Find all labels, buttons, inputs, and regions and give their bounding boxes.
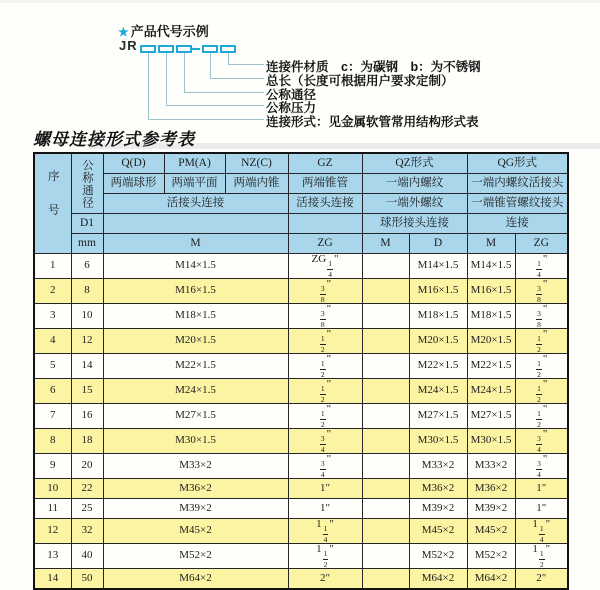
cell-dn: 50: [71, 569, 103, 590]
cell-gz: ZG $\frac{1}{4}$ ": [288, 254, 362, 279]
cell-qg-m: M64×2: [467, 569, 515, 590]
cell-qg-m: M16×1.5: [467, 279, 515, 304]
cell-m: M36×2: [103, 479, 288, 499]
code-label-diameter: 公称通径: [266, 88, 317, 102]
cell-qz-m: [362, 404, 409, 429]
cell-qg-zg: $\frac{3}{8}$ ": [515, 279, 568, 304]
table-row: [34, 254, 568, 279]
cell-qg-zg: 1 $\frac{1}{4}$ ": [515, 519, 568, 544]
table-row: [34, 454, 568, 479]
cell-gz: $\frac{1}{2}$ ": [288, 354, 362, 379]
cell-m: M45×2: [103, 519, 288, 544]
header-unit-m3: M: [467, 234, 515, 254]
cell-qz-d: M52×2: [409, 544, 467, 569]
cell-qz-m: [362, 304, 409, 329]
cell-qg-m: M18×1.5: [467, 304, 515, 329]
cell-qz-m: [362, 429, 409, 454]
code-box-1: [140, 45, 156, 53]
cell-seq: 1: [34, 254, 71, 279]
code-box-3: [176, 45, 192, 53]
product-code-prefix: JR: [119, 38, 138, 53]
cell-qg-zg: $\frac{1}{2}$ ": [515, 354, 568, 379]
cell-dn: 6: [71, 254, 103, 279]
header-dn: 公称通径: [71, 153, 103, 214]
cell-seq: 2: [34, 279, 71, 304]
cell-dn: 22: [71, 479, 103, 499]
cell-gz: $\frac{3}{8}$ ": [288, 304, 362, 329]
cell-qz-d: M45×2: [409, 519, 467, 544]
table-row: [34, 379, 568, 404]
cell-qz-d: M22×1.5: [409, 354, 467, 379]
header-unit-d: D: [409, 234, 467, 254]
cell-gz: 2": [288, 569, 362, 590]
cell-seq: 7: [34, 404, 71, 429]
product-code-heading-text: 产品代号示例: [130, 24, 209, 39]
cell-m: M52×2: [103, 544, 288, 569]
cell-qz-d: M36×2: [409, 479, 467, 499]
cell-qz-m: [362, 254, 409, 279]
cell-qg-m: M39×2: [467, 499, 515, 519]
cell-m: M64×2: [103, 569, 288, 590]
table-row: [34, 304, 568, 329]
cell-seq: 12: [34, 519, 71, 544]
cell-gz: $\frac{1}{2}$ ": [288, 379, 362, 404]
table-row: [34, 354, 568, 379]
header-d1: D1: [71, 214, 103, 234]
cell-qg-zg: $\frac{1}{2}$ ": [515, 404, 568, 429]
cell-m: M24×1.5: [103, 379, 288, 404]
cell-gz: $\frac{3}{8}$ ": [288, 279, 362, 304]
cell-qz-d: M27×1.5: [409, 404, 467, 429]
cell-m: M20×1.5: [103, 329, 288, 354]
cell-qz-m: [362, 479, 409, 499]
header-form-qg: QG形式: [467, 153, 568, 174]
header-desc-gz: 两端锥管: [288, 174, 362, 194]
cell-seq: 8: [34, 429, 71, 454]
cell-m: M18×1.5: [103, 304, 288, 329]
cell-m: M27×1.5: [103, 404, 288, 429]
header-ball-joint: 球形接头连接: [362, 214, 467, 234]
cell-dn: 32: [71, 519, 103, 544]
cell-gz: $\frac{3}{4}$ ": [288, 429, 362, 454]
cell-qg-zg: $\frac{3}{8}$ ": [515, 304, 568, 329]
header-conn-gz: 活接头连接: [288, 194, 362, 214]
code-label-pressure: 公称压力: [266, 101, 317, 115]
header-seq: 序号: [34, 153, 71, 254]
table-row: [34, 404, 568, 429]
header-unit-zg1: ZG: [288, 234, 362, 254]
cell-qz-m: [362, 354, 409, 379]
cell-qg-m: M30×1.5: [467, 429, 515, 454]
header-desc-nz: 两端内锥: [225, 174, 288, 194]
cell-qg-m: M27×1.5: [467, 404, 515, 429]
cell-qg-zg: $\frac{1}{2}$ ": [515, 379, 568, 404]
cell-qz-m: [362, 544, 409, 569]
table-row: [34, 519, 568, 544]
cell-seq: 3: [34, 304, 71, 329]
cell-qz-d: M18×1.5: [409, 304, 467, 329]
cell-gz: $\frac{1}{2}$ ": [288, 404, 362, 429]
header-blank-1: [103, 214, 288, 234]
cell-m: M22×1.5: [103, 354, 288, 379]
header-form-nz: NZ(C): [225, 153, 288, 174]
cell-qz-d: M39×2: [409, 499, 467, 519]
cell-qz-m: [362, 499, 409, 519]
reference-table: [33, 152, 569, 590]
header-desc-qz: 一端内螺纹: [362, 174, 467, 194]
cell-qg-zg: 1": [515, 479, 568, 499]
cell-qz-d: M20×1.5: [409, 329, 467, 354]
header-connect: 连接: [467, 214, 568, 234]
code-label-length: 总长（长度可根据用户要求定制）: [266, 74, 454, 88]
cell-qg-m: M52×2: [467, 544, 515, 569]
cell-gz: 1 $\frac{1}{2}$ ": [288, 544, 362, 569]
cell-qg-zg: 1": [515, 499, 568, 519]
cell-qg-zg: $\frac{3}{4}$ ": [515, 454, 568, 479]
cell-dn: 16: [71, 404, 103, 429]
cell-qz-m: [362, 329, 409, 354]
table-row: [34, 329, 568, 354]
cell-m: M33×2: [103, 454, 288, 479]
cell-seq: 13: [34, 544, 71, 569]
cell-dn: 14: [71, 354, 103, 379]
cell-qg-m: M22×1.5: [467, 354, 515, 379]
star-icon: ★: [118, 25, 129, 39]
table-row: [34, 479, 568, 499]
table-row: [34, 279, 568, 304]
cell-qg-m: M33×2: [467, 454, 515, 479]
scan-edge-top: [0, 0, 600, 3]
header-unit-zg2: ZG: [515, 234, 568, 254]
cell-qg-zg: $\frac{3}{4}$ ": [515, 429, 568, 454]
cell-dn: 25: [71, 499, 103, 519]
code-label-connection-form: 连接形式：见金属软管常用结构形式表: [266, 115, 479, 129]
table-row: [34, 569, 568, 590]
header-unit-m1: M: [103, 234, 288, 254]
cell-qg-zg: 2": [515, 569, 568, 590]
cell-qz-m: [362, 279, 409, 304]
cell-qz-d: M64×2: [409, 569, 467, 590]
table-row: [34, 499, 568, 519]
code-box-4: [202, 45, 218, 53]
code-box-5: [220, 45, 236, 53]
reference-table-wrap: [33, 152, 569, 590]
cell-qz-d: M16×1.5: [409, 279, 467, 304]
cell-qg-zg: $\frac{1}{2}$ ": [515, 329, 568, 354]
header-unit-m2: M: [362, 234, 409, 254]
header-blank-2: [288, 214, 362, 234]
cell-qz-d: M24×1.5: [409, 379, 467, 404]
code-dash: [192, 48, 200, 50]
cell-gz: 1": [288, 479, 362, 499]
table-title: 螺母连接形式参考表: [33, 130, 195, 149]
cell-qz-d: M33×2: [409, 454, 467, 479]
cell-qz-m: [362, 519, 409, 544]
cell-dn: 8: [71, 279, 103, 304]
header-conn-qpmnz: 活接头连接: [103, 194, 288, 214]
cell-seq: 9: [34, 454, 71, 479]
cell-seq: 11: [34, 499, 71, 519]
cell-gz: $\frac{3}{4}$ ": [288, 454, 362, 479]
header-conn-qz: 一端外螺纹: [362, 194, 467, 214]
cell-qg-m: M24×1.5: [467, 379, 515, 404]
header-form-q: Q(D): [103, 153, 164, 174]
cell-dn: 15: [71, 379, 103, 404]
header-desc-q: 两端球形: [103, 174, 164, 194]
header-form-gz: GZ: [288, 153, 362, 174]
cell-m: M14×1.5: [103, 254, 288, 279]
cell-gz: $\frac{1}{2}$ ": [288, 329, 362, 354]
cell-qg-m: M36×2: [467, 479, 515, 499]
cell-qg-m: M14×1.5: [467, 254, 515, 279]
connector-line-5: [228, 53, 264, 65]
cell-seq: 5: [34, 354, 71, 379]
cell-dn: 20: [71, 454, 103, 479]
header-mm: mm: [71, 234, 103, 254]
header-form-qz: QZ形式: [362, 153, 467, 174]
cell-seq: 10: [34, 479, 71, 499]
code-box-2: [158, 45, 174, 53]
cell-dn: 18: [71, 429, 103, 454]
cell-qz-d: M30×1.5: [409, 429, 467, 454]
table-row: [34, 429, 568, 454]
cell-qg-m: M20×1.5: [467, 329, 515, 354]
cell-seq: 4: [34, 329, 71, 354]
cell-qz-m: [362, 569, 409, 590]
cell-dn: 12: [71, 329, 103, 354]
header-desc-qg: 一端内螺纹活接头: [467, 174, 568, 194]
cell-m: M16×1.5: [103, 279, 288, 304]
header-desc-pm: 两端平面: [164, 174, 225, 194]
code-label-material: 连接件材质 c：为碳钢 b：为不锈钢: [266, 60, 481, 74]
cell-qz-m: [362, 454, 409, 479]
cell-m: M39×2: [103, 499, 288, 519]
cell-qg-zg: 1 $\frac{1}{2}$ ": [515, 544, 568, 569]
cell-qg-m: M45×2: [467, 519, 515, 544]
header-conn-qg: 一端锥管螺纹接头: [467, 194, 568, 214]
cell-seq: 14: [34, 569, 71, 590]
cell-qg-zg: $\frac{1}{4}$ ": [515, 254, 568, 279]
cell-m: M30×1.5: [103, 429, 288, 454]
cell-dn: 40: [71, 544, 103, 569]
table-row: [34, 544, 568, 569]
cell-gz: 1": [288, 499, 362, 519]
cell-gz: 1 $\frac{1}{4}$ ": [288, 519, 362, 544]
cell-seq: 6: [34, 379, 71, 404]
cell-qz-m: [362, 379, 409, 404]
cell-qz-d: M14×1.5: [409, 254, 467, 279]
cell-dn: 10: [71, 304, 103, 329]
header-form-pm: PM(A): [164, 153, 225, 174]
